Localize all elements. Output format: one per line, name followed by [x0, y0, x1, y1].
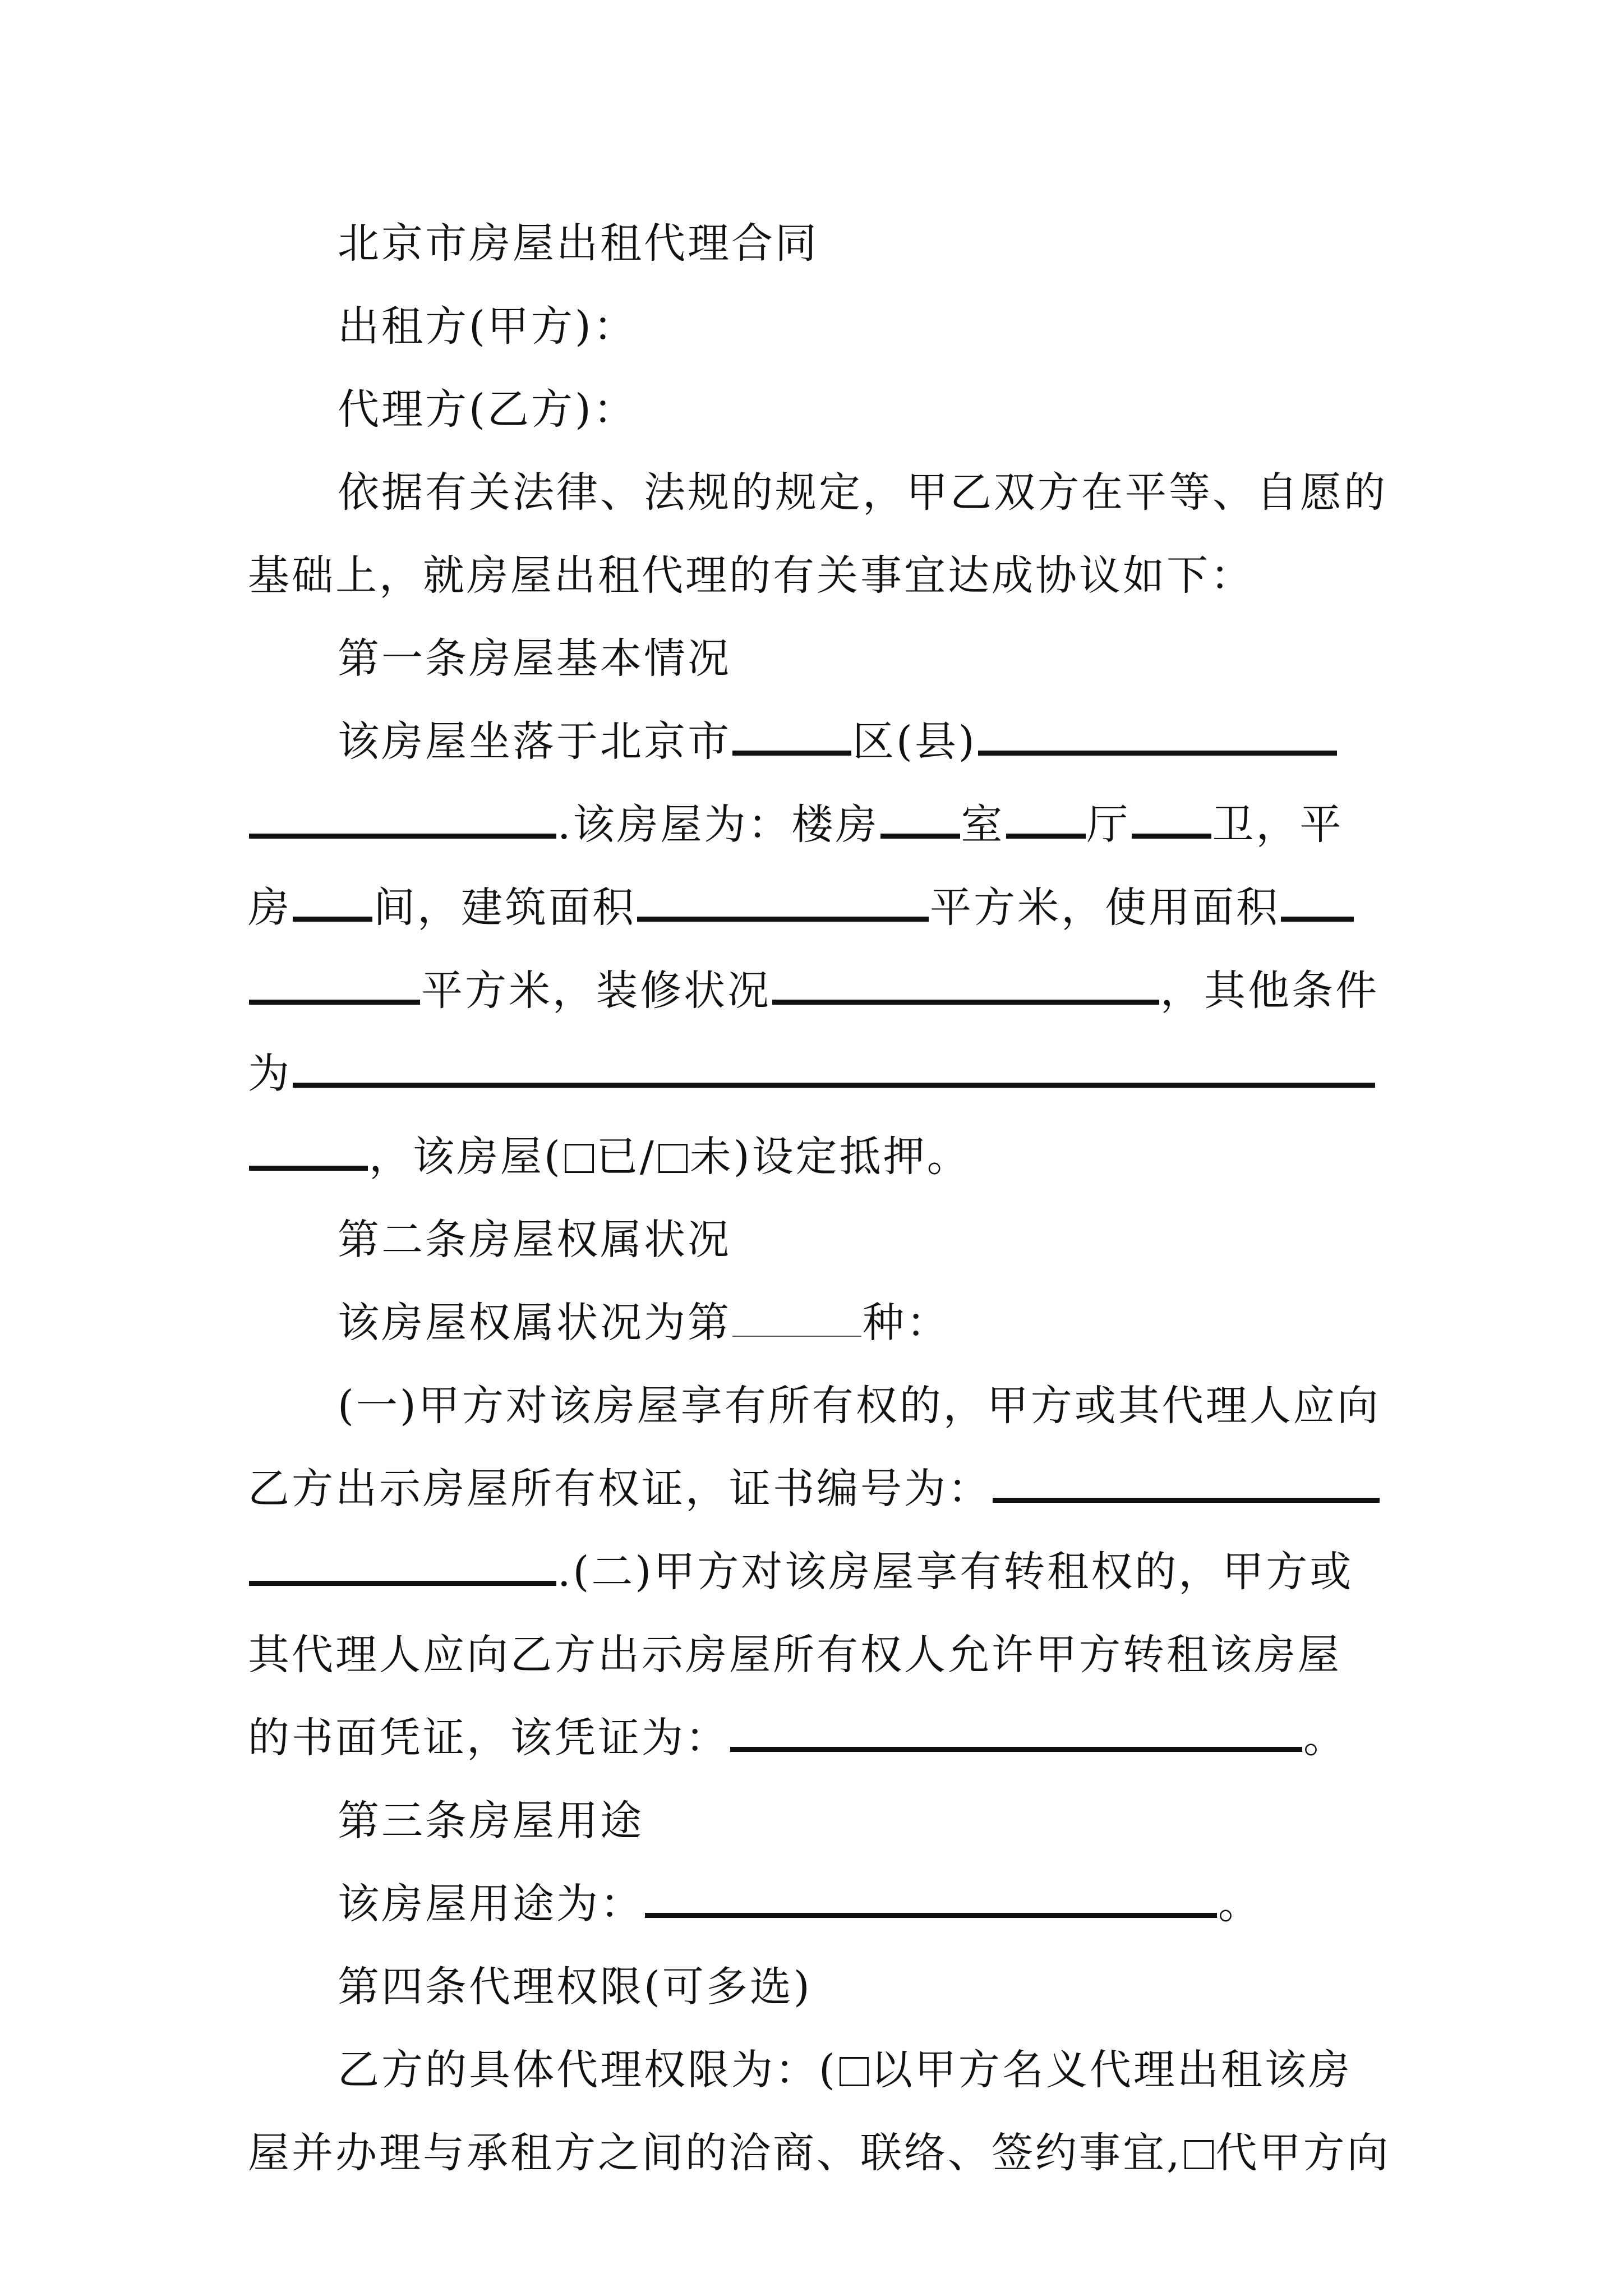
other-conditions-blank[interactable]: [293, 1049, 1375, 1088]
article-1-line-2: .该房屋为：楼房 室 厅 卫，平: [248, 783, 1386, 866]
lessor-line: 出租方(甲方)：: [338, 302, 637, 351]
contract-title: 北京市房屋出租代理合同: [338, 219, 819, 268]
article-2-line-6: 的书面凭证，该凭证为： 。: [248, 1714, 1347, 1762]
article-1-title: 第一条房屋基本情况: [338, 634, 731, 683]
rooms-blank[interactable]: [880, 800, 960, 839]
intro-line-2: 基础上，就房屋出租代理的有关事宜达成协议如下：: [248, 551, 1254, 600]
article-3-line-1: 该房屋用途为： 。: [338, 1880, 1262, 1928]
certificate-number-blank-cont[interactable]: [249, 1547, 556, 1586]
article-3-title: 第三条房屋用途: [338, 1797, 644, 1845]
other-conditions-blank-cont[interactable]: [249, 1132, 368, 1171]
article-2-line-4: .(二)甲方对该房屋享有转租权的，甲方或: [248, 1530, 1386, 1613]
baths-blank[interactable]: [1132, 800, 1211, 839]
article-1-line-1: 该房屋坐落于北京市 区(县): [248, 700, 1386, 783]
article-4-line-1: 乙方的具体代理权限为：( 以甲方名义代理出租该房: [338, 2046, 1352, 2094]
article-2-line-2: (一)甲方对该房屋享有所有权的，甲方或其代理人应向: [338, 1382, 1381, 1430]
certificate-number-blank[interactable]: [993, 1464, 1380, 1503]
agent-line: 代理方(乙方)：: [338, 385, 637, 434]
usable-area-blank-cont[interactable]: [249, 966, 420, 1005]
bungalow-rooms-blank[interactable]: [293, 883, 372, 922]
agency-rent-checkbox[interactable]: [840, 2057, 869, 2086]
halls-blank[interactable]: [1006, 800, 1086, 839]
agency-behalf-checkbox[interactable]: [1184, 2140, 1214, 2169]
house-usage-blank[interactable]: [645, 1879, 1217, 1918]
article-1-line-6: ，该房屋( 已/ 未)设定抵押。: [248, 1115, 1386, 1198]
article-4-title: 第四条代理权限(可多选): [338, 1963, 812, 2011]
article-2-line-1: 该房屋权属状况为第 种：: [338, 1299, 950, 1347]
article-2-line-5: 其代理人应向乙方出示房屋所有权人允许甲方转租该房屋: [248, 1631, 1341, 1679]
sublease-proof-blank[interactable]: [730, 1713, 1302, 1752]
not-mortgaged-checkbox[interactable]: [658, 1144, 688, 1173]
article-2-line-3: 乙方出示房屋所有权证，证书编号为：: [248, 1447, 1386, 1530]
article-1-line-3: 房 间，建筑面积 平方米，使用面积: [248, 866, 1386, 949]
ownership-type-blank[interactable]: [732, 1302, 861, 1337]
usable-area-blank[interactable]: [1281, 883, 1354, 922]
intro-line-1: 依据有关法律、法规的规定，甲乙双方在平等、自愿的: [338, 468, 1387, 517]
article-4-line-2: 屋并办理与承租方之间的洽商、联络、签约事宜, 代甲方向: [248, 2129, 1391, 2177]
article-1-line-5: 为: [248, 1032, 1386, 1115]
district-blank[interactable]: [732, 717, 851, 756]
document-body: [248, 202, 1391, 2194]
address-blank[interactable]: [978, 717, 1337, 756]
article-1-line-4: 平方米，装修状况 ，其他条件: [248, 949, 1386, 1032]
mortgaged-checkbox[interactable]: [565, 1144, 594, 1173]
building-area-blank[interactable]: [637, 883, 929, 922]
article-2-title: 第二条房屋权属状况: [338, 1216, 731, 1264]
decoration-blank[interactable]: [772, 966, 1159, 1005]
address-blank-cont[interactable]: [249, 800, 556, 839]
